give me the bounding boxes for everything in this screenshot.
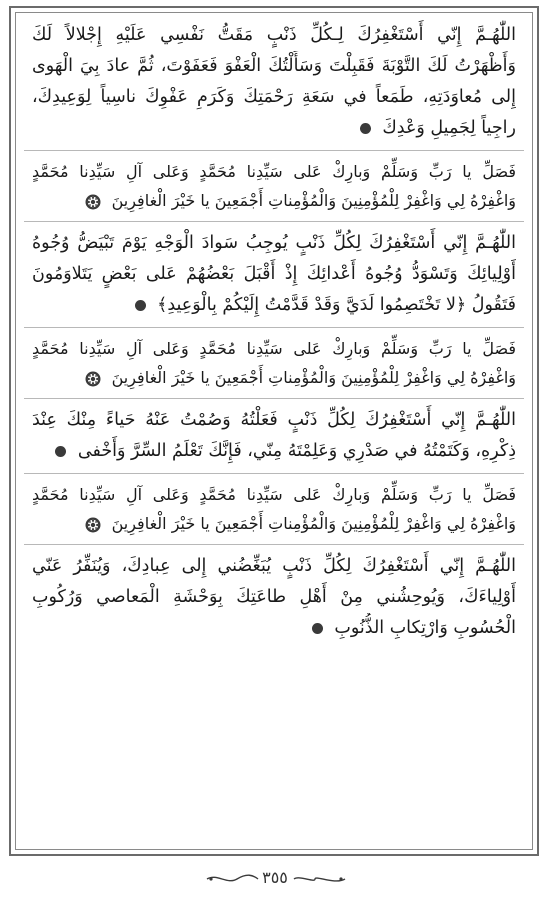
prayer-paragraph-4 <box>20 551 528 644</box>
prayer-2-line-3-text: فَتَقُولُ ﴿لا تَخْتَصِمُوا لَدَيَّ وَقَدْ قَدَّمْتُ إِلَيْكُمْ بِالْوَعِيدِ﴾ <box>157 295 516 315</box>
section-divider <box>24 327 524 328</box>
section-divider <box>24 473 524 474</box>
blessing-3-line-2-text: وَاغْفِرْهُ لِي وَاغْفِرْ لِلْمُؤْمِنِينَ وَالْمُؤْمِناتِ أَجْمَعِينَ يا خَيْرَ الْغافِرِينَ <box>111 514 516 533</box>
flower-ornament-icon <box>85 194 101 210</box>
prayer-2-line-1: اللّٰهُـمَّ إِنّي أَسْتَغْفِرُكَ لِكُلِّ ذَنْبٍ يُوجِبُ سَوادَ الْوَجْهِ يَوْمَ تَبْيَضُّ وُجُوهُ <box>32 233 516 253</box>
prayer-2-line-2: أَوْلِيائِكَ وَتَسْوَدُّ وُجُوهُ أَعْدائِكَ إِذْ أَقْبَلَ بَعْضُهُمْ عَلى بَعْضٍ يَتَلاوَمُونَ <box>32 264 516 284</box>
filled-dot-icon <box>312 623 323 634</box>
blessing-3-line-2 <box>32 509 516 538</box>
blessing-1-line-1: فَصَلِّ يا رَبِّ وَسَلِّمْ وَبارِكْ عَلى سَيِّدِنا مُحَمَّدٍ وَعَلى آلِ سَيِّدِنا مُحَمَّدٍ <box>32 162 516 181</box>
page-number: ٣٥٥ <box>262 868 288 887</box>
prayer-4-line-1: اللّٰهُـمَّ إِنّي أَسْتَغْفِرُكَ لِكُلِّ ذَنْبٍ يُبَغِّضُني إِلى عِبادِكَ، وَيُنَفِّرُ عَنّي <box>32 556 516 576</box>
prayer-3-line-1: اللّٰهُـمَّ إِنّي أَسْتَغْفِرُكَ لِكُلِّ ذَنْبٍ فَعَلْتُهُ وَصُمْتُ عَنْهُ حَياءً مِنْكَ عِنْدَ <box>32 410 516 430</box>
prayer-1-line-2: وَأَظْهَرْتُ لَكَ التَّوْبَةَ فَقَبِلْتَ وَسَأَلْتُكَ الْعَفْوَ فَعَفَوْتَ، ثُمَّ عادَ بِيَ الْهَوى <box>32 56 516 76</box>
section-divider <box>24 544 524 545</box>
flower-ornament-icon <box>85 371 101 387</box>
prayer-4-line-3-text: الْحُسُوبِ وَارْتِكابِ الذُّنُوبِ <box>334 618 516 638</box>
filled-dot-icon <box>135 300 146 311</box>
section-divider <box>24 221 524 222</box>
blessing-2-line-2 <box>32 363 516 392</box>
filled-dot-icon <box>55 446 66 457</box>
blessing-1-line-2 <box>32 186 516 215</box>
prayer-3-line-2 <box>32 436 516 467</box>
prayer-1-line-1: اللّٰهُـمَّ إِنّي أَسْتَغْفِرُكَ لِـكُلِّ ذَنْبٍ مَقَتُّ نَفْسِي عَلَيْهِ إِجْلالاً لَكَ <box>32 25 516 45</box>
flower-ornament-icon <box>85 517 101 533</box>
filled-dot-icon <box>360 123 371 134</box>
prayer-paragraph-2 <box>20 228 528 321</box>
blessing-paragraph-2 <box>20 334 528 392</box>
blessing-paragraph-1 <box>20 157 528 215</box>
blessing-1-line-2-text: وَاغْفِرْهُ لِي وَاغْفِرْ لِلْمُؤْمِنِينَ وَالْمُؤْمِناتِ أَجْمَعِينَ يا خَيْرَ الْغافِرِينَ <box>111 191 516 210</box>
prayer-2-line-3 <box>32 290 516 321</box>
blessing-3-line-1: فَصَلِّ يا رَبِّ وَسَلِّمْ وَبارِكْ عَلى سَيِّدِنا مُحَمَّدٍ وَعَلى آلِ سَيِّدِنا مُحَمَّدٍ <box>32 485 516 504</box>
prayer-paragraph-3 <box>20 405 528 467</box>
prayer-1-line-4 <box>32 113 516 144</box>
blessing-2-line-2-text: وَاغْفِرْهُ لِي وَاغْفِرْ لِلْمُؤْمِنِينَ وَالْمُؤْمِناتِ أَجْمَعِينَ يا خَيْرَ الْغافِرِينَ <box>111 368 516 387</box>
prayer-4-line-2: أَوْلِياءَكَ، وَيُوحِشُني مِنْ أَهْلِ طاعَتِكَ بِوَحْشَةِ الْمَعاصي وَرُكُوبِ <box>32 587 516 607</box>
prayer-text-area <box>20 18 528 848</box>
section-divider <box>24 398 524 399</box>
prayer-1-line-4-text: راجِياً لِجَمِيلِ وَعْدِكَ <box>382 118 516 138</box>
prayer-paragraph-1 <box>20 20 528 144</box>
blessing-paragraph-3 <box>20 480 528 538</box>
blessing-2-line-1: فَصَلِّ يا رَبِّ وَسَلِّمْ وَبارِكْ عَلى سَيِّدِنا مُحَمَّدٍ وَعَلى آلِ سَيِّدِنا مُحَمَّدٍ <box>32 339 516 358</box>
prayer-3-line-2-text: ذِكْرِهِ، وَكَتَمْتُهُ في صَدْرِي وَعَلِمْتَهُ مِنّي، فَإِنَّكَ تَعْلَمُ السِّرَّ وَأَخْفى <box>77 441 516 461</box>
section-divider <box>24 150 524 151</box>
prayer-1-line-3: إِلى مُعاوَدَتِهِ، طَمَعاً في سَعَةِ رَحْمَتِكَ وَكَرَمِ عَفْوِكَ ناسِياً لِوَعِيدِكَ، <box>32 87 516 107</box>
prayer-4-line-3 <box>32 613 516 644</box>
